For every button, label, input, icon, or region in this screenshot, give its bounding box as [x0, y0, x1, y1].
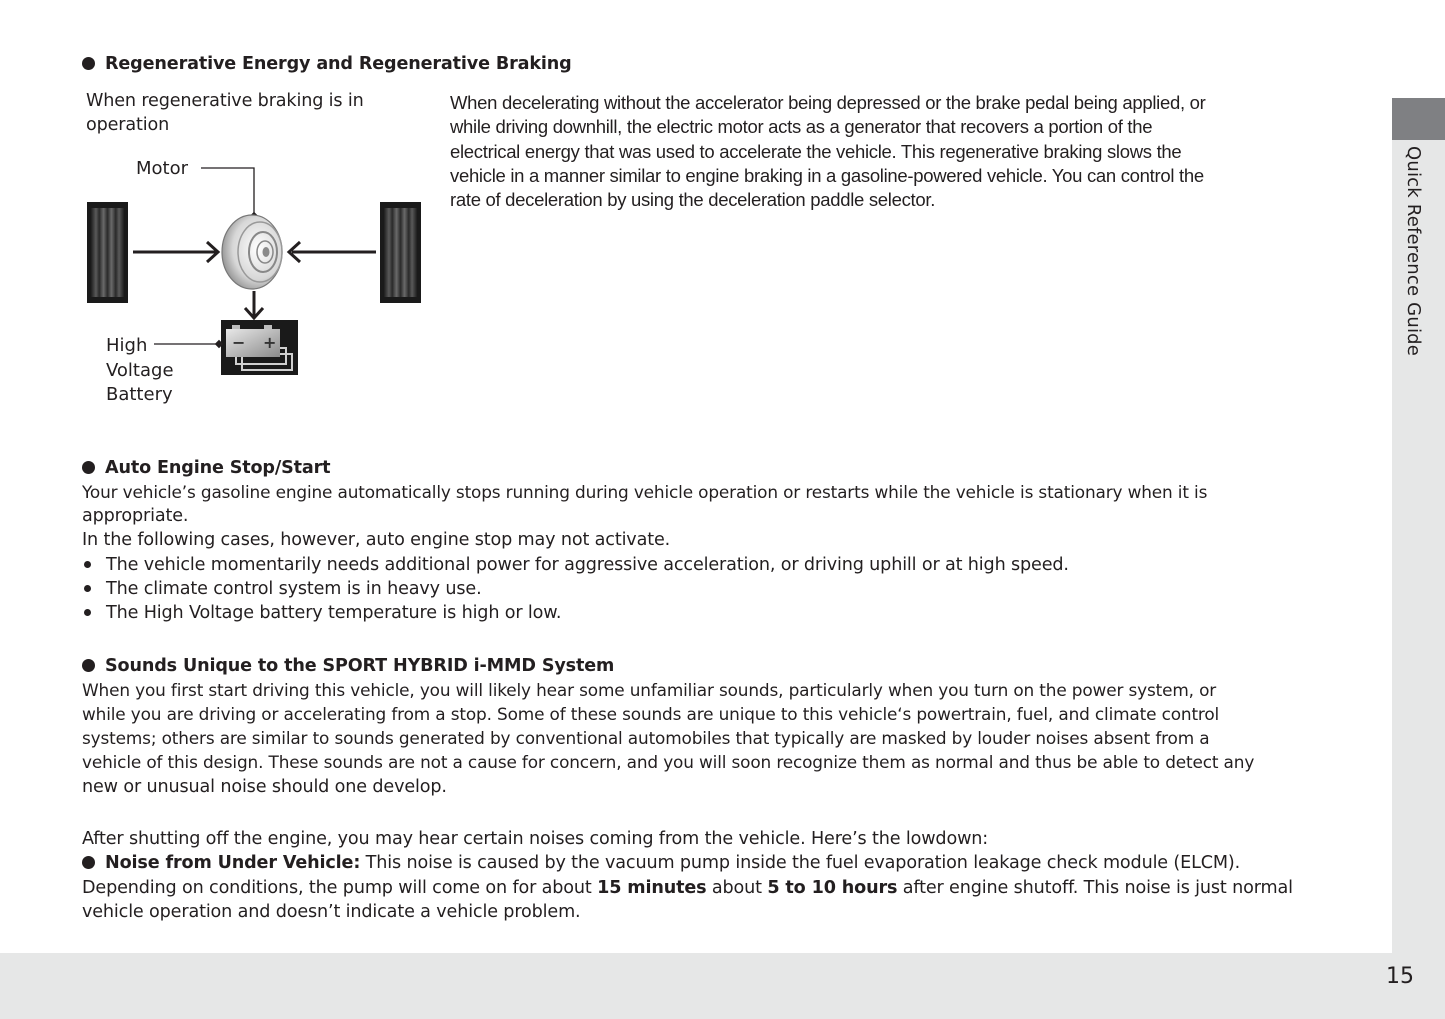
auto-stop-heading: Auto Engine Stop/Start — [82, 456, 330, 480]
right-wheel-icon — [380, 202, 421, 303]
regen-body-line: rate of deceleration by using the deceleration paddle selector. — [450, 189, 936, 210]
auto-stop-intro-line2: appropriate. — [82, 506, 189, 526]
auto-stop-bullet: The High Voltage battery temperature is high or low. — [106, 603, 562, 623]
regen-body-line: while driving downhill, the electric motor acts as a generator that recovers a portion of the — [450, 116, 1153, 137]
auto-stop-cases-intro: In the following cases, however, auto engine stop may not activate. — [82, 530, 671, 550]
battery-plus-icon: + — [263, 333, 277, 352]
bullet-icon — [82, 57, 95, 70]
regen-diagram-svg — [82, 150, 432, 410]
list-bullet-icon — [84, 609, 91, 616]
regen-heading: Regenerative Energy and Regenerative Braking — [82, 52, 572, 76]
auto-stop-bullet: The vehicle momentarily needs additional power for aggressive acceleration, or driving uphill or at high speed. — [106, 555, 1069, 575]
bullet-icon — [82, 856, 95, 869]
battery-minus-icon: − — [232, 333, 246, 352]
chapter-tab-label[interactable]: Quick Reference Guide — [1403, 146, 1424, 357]
battery-icon — [221, 320, 298, 375]
normal-operation-line: vehicle operation and doesn’t indicate a vehicle problem. — [82, 902, 581, 922]
diagram-caption-line2: operation — [86, 115, 170, 135]
chapter-tab-marker — [1392, 98, 1445, 140]
battery-label-line2: Voltage — [106, 360, 174, 381]
after-shutoff-text: After shutting off the engine, you may hear certain noises coming from the vehicle. Here’s the lowdown: — [82, 829, 989, 849]
pump-duration-line: Depending on conditions, the pump will come on for about 15 minutes about 5 to 10 hours after engine shutoff. This noise is just normal — [82, 878, 1293, 898]
noise-under-vehicle: Noise from Under Vehicle: This noise is caused by the vacuum pump inside the fuel evaporation leakage check module (ELCM). — [82, 851, 1240, 875]
sounds-body-line: while you are driving or accelerating from a stop. Some of these sounds are unique to this vehicle‘s powertrain, fuel, and climate control — [82, 704, 1220, 724]
sounds-body-line: vehicle of this design. These sounds are not a cause for concern, and you will soon recognize them as normal and thus be able to detect any — [82, 752, 1255, 772]
regen-body-line: electrical energy that was used to accelerate the vehicle. This regenerative braking slows the — [450, 141, 1182, 162]
regen-body-line: vehicle in a manner similar to engine braking in a gasoline-powered vehicle. You can control the — [450, 165, 1204, 186]
page-number: 15 — [1386, 964, 1414, 989]
sounds-heading: Sounds Unique to the SPORT HYBRID i-MMD System — [82, 654, 614, 678]
auto-stop-intro-line1: Your vehicle’s gasoline engine automatically stops running during vehicle operation or restarts while the vehicle is stationary when it is — [82, 482, 1208, 502]
sounds-body-line: systems; others are similar to sounds generated by conventional automobiles that typically are masked by louder noises absent from a — [82, 728, 1210, 748]
bullet-icon — [82, 659, 95, 672]
battery-label-line1: High — [106, 335, 148, 356]
page-footer — [0, 953, 1445, 1019]
bullet-icon — [82, 461, 95, 474]
motor-label: Motor — [136, 158, 189, 179]
battery-label-line3: Battery — [106, 384, 173, 405]
motor-icon — [222, 215, 282, 289]
left-wheel-icon — [87, 202, 128, 303]
auto-stop-bullet: The climate control system is in heavy use. — [106, 579, 482, 599]
list-bullet-icon — [84, 585, 91, 592]
regenerative-braking-diagram — [82, 150, 432, 410]
sounds-body-line: new or unusual noise should one develop. — [82, 777, 447, 797]
regen-body-line: When decelerating without the accelerator being depressed or the brake pedal being applied, or — [450, 92, 1206, 113]
list-bullet-icon — [84, 561, 91, 568]
sounds-body-line: When you first start driving this vehicle, you will likely hear some unfamiliar sounds, particularly when you turn on the power system, or — [82, 680, 1217, 700]
diagram-caption-line1: When regenerative braking is in — [86, 91, 364, 111]
